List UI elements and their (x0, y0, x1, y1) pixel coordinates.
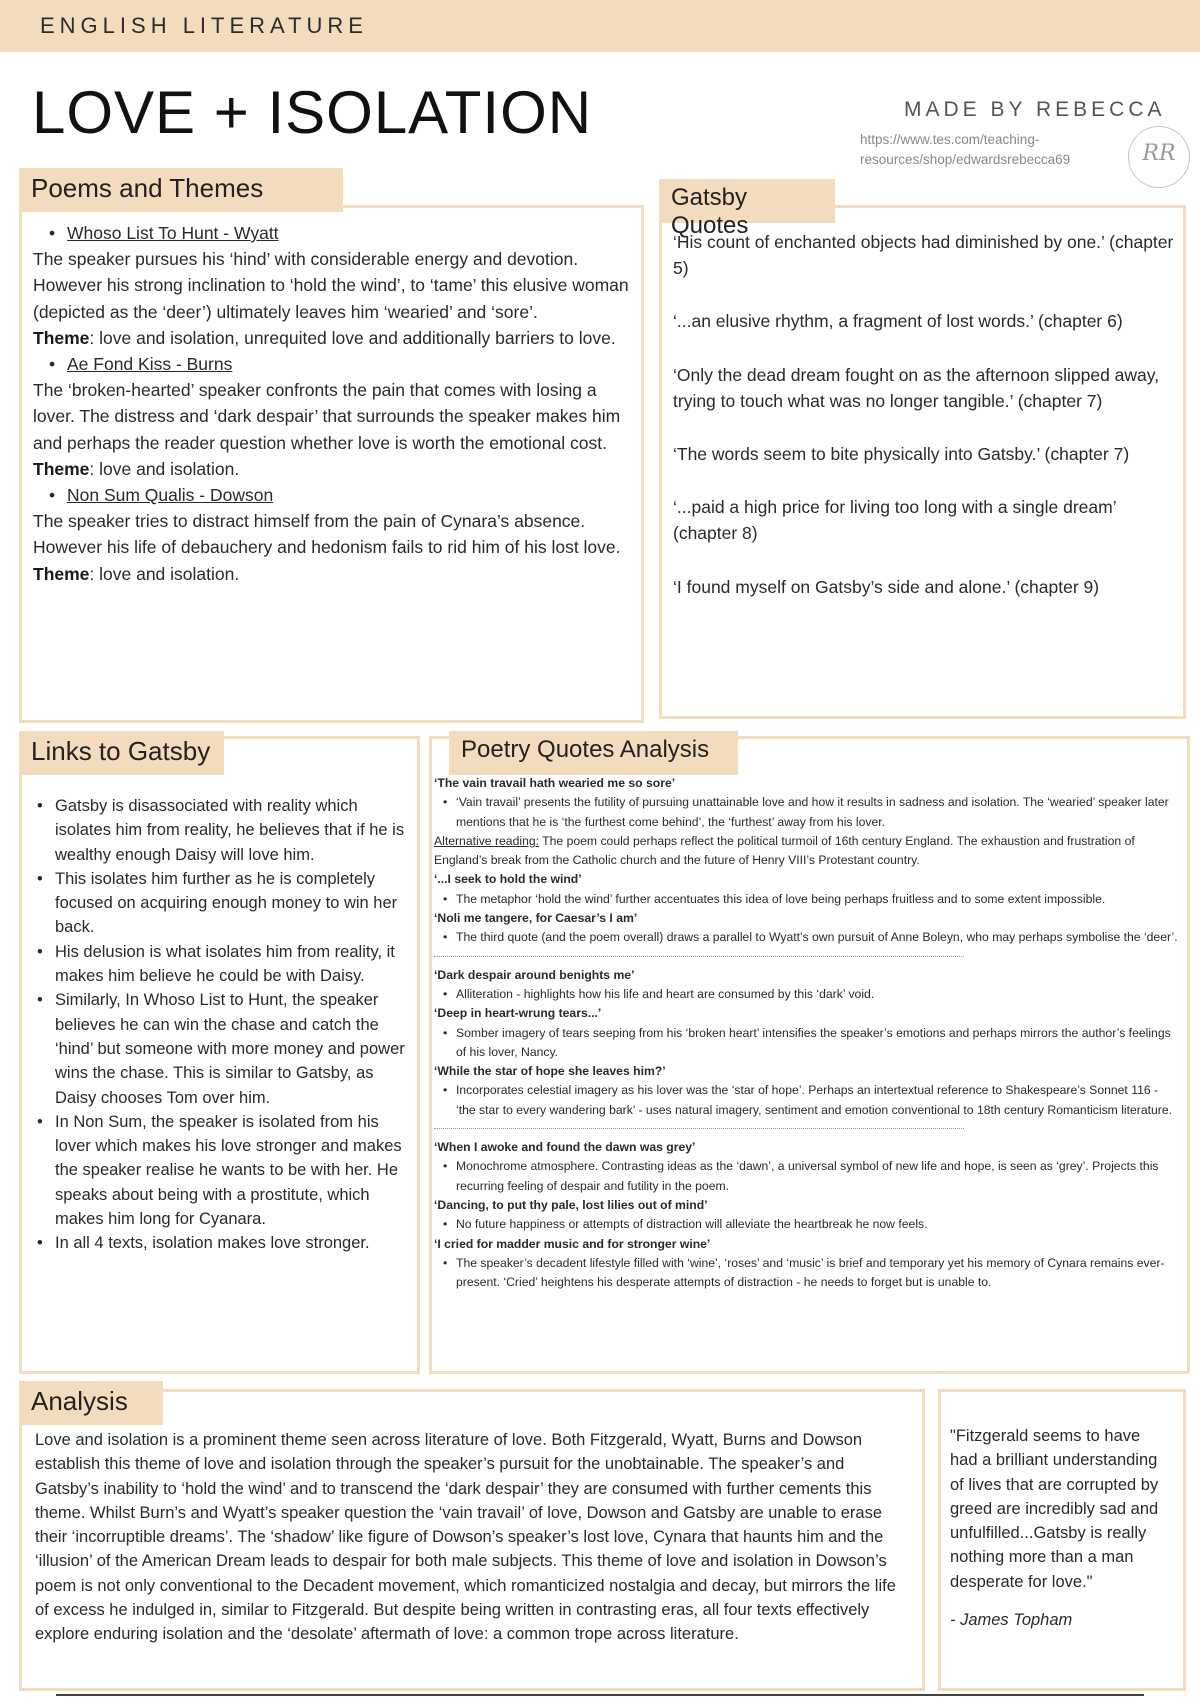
section-divider (434, 956, 964, 957)
wyatt-quote-1: ‘The vain travail hath wearied me so sore’ (434, 776, 676, 790)
poem-summary-burns: The ‘broken-hearted’ speaker confronts the pain that comes with losing a lover. The distress and ‘dark despair’ that surrounds the speaker makes him and perhaps the reader question whether love is worth the emotional cost. (33, 380, 621, 453)
gatsby-quote: ‘I found myself on Gatsby’s side and alone.’ (chapter 9) (673, 576, 1100, 597)
wyatt-quote-2: ‘...I seek to hold the wind’ (434, 872, 582, 887)
wyatt-point-1: • ‘Vain travail’ presents the futility of pursuing unattainable love and how it results in sadness and isolation. The ‘wearied’ speaker later mentions that he is ‘the furthest come behind’, the ‘furthest’ away from his lover. (434, 793, 1180, 832)
burns-quote-2: ‘Deep in heart-wrung tears...’ (434, 1006, 602, 1021)
author-credit: MADE BY REBECCA (904, 98, 1166, 121)
links-heading: Links to Gatsby (19, 731, 224, 775)
burns-point-2: • Somber imagery of tears seeping from his ‘broken heart’ intensifies the speaker’s emotions and perhaps mirrors the author’s feelings of his lover, Nancy. (434, 1024, 1180, 1063)
poem-theme-dowson: Theme: love and isolation. (33, 563, 240, 584)
list-item: • In Non Sum, the speaker is isolated from his lover which makes his love stronger and makes the speaker realise he wants to be with her. He speaks about being with a prostitute, which makes him long for Cyanara. (31, 1110, 411, 1231)
wyatt-alt-reading: Alternative reading: The poem could perhaps reflect the political turmoil of 16th century England. The exhaustion and frustration of England’s break from the Catholic church and the future of Henry VIII’s Protestant country. (434, 833, 1135, 868)
subject-banner (0, 0, 1200, 52)
analysis-text: Love and isolation is a prominent theme seen across literature of love. Both Fitzgerald, Wyatt, Burns and Dowson establish this theme of love and isolation through the speaker’s pursuit for the unobtainable. The speaker’s and Gatsby’s inability to ‘hold the wind’ and to transcend the ‘dark despair’ they are consumed with further cements this theme. Whilst Burn’s and Wyatt’s speaker question the ‘vain travail’ of love, Dowson and Gatsby are unable to erase their ‘incorruptible dreams’. The ‘shadow’ like figure of Dowson’s speaker’s lost love, Cynara that haunts him and the ‘illusion’ of the American Dream leads to despair for both male subjects. This theme of love and isolation in Dowson’s poem is not only conventional to the Decadent movement, which romanticized nostalgia and decay, but mirrors the life of excess he indulged in, similar to Fitzgerald. But despite being written in contrasting eras, all four texts effectively explore enduring isolation and the ‘desolate’ aftermath of love: a common trope across literature. (35, 1431, 896, 1644)
wyatt-point-2: • The metaphor ‘hold the wind’ further accentuates this idea of love being perhaps fruitless and to some extent impossible. (434, 890, 1180, 909)
gatsby-quote: ‘...paid a high price for living too long with a single dream’ (chapter 8) (673, 497, 1116, 544)
critic-quote (950, 1424, 1172, 1632)
burns-point-1: • Alliteration - highlights how his life and heart are consumed by this ‘dark’ void. (434, 985, 1180, 1004)
poem-summary-wyatt: The speaker pursues his ‘hind’ with considerable energy and devotion. However his strong inclination to ‘hold the wind’, to ‘tame’ this elusive woman (depicted as the ‘deer’) ultimately leaves him ‘wearied’ and ‘sore’. (33, 249, 629, 322)
list-item: • This isolates him further as he is completely focused on acquiring enough money to win her back. (31, 867, 411, 940)
dowson-quote-3: ‘I cried for madder music and for stronger wine’ (434, 1236, 711, 1251)
wyatt-point-3: • The third quote (and the poem overall) draws a parallel to Wyatt’s own pursuit of Anne Boleyn, who may perhaps symbolise the ‘deer’. (434, 928, 1180, 947)
page-title: LOVE + ISOLATION (32, 79, 593, 146)
poem-title-wyatt: • Whoso List To Hunt - Wyatt (33, 220, 638, 246)
poetry-analysis-heading: Poetry Quotes Analysis (449, 731, 738, 775)
list-item: • Similarly, In Whoso List to Hunt, the speaker believes he can win the chase and catch the ‘hind’ but someone with more money and power wins the chase. This is similar to Gatsby, as Daisy chooses Tom over him. (31, 988, 411, 1109)
author-url[interactable]: https://www.tes.com/teaching-resources/shop/edwardsrebecca69 (860, 132, 1071, 167)
poem-summary-dowson: The speaker tries to distract himself from the pain of Cynara’s absence. However his life of debauchery and hedonism fails to rid him of his lost love. (33, 511, 621, 558)
wyatt-quote-3: ‘Noli me tangere, for Caesar’s I am’ (434, 911, 638, 926)
dowson-quote-2: ‘Dancing, to put thy pale, lost lilies out of mind’ (434, 1197, 708, 1212)
section-divider (434, 1128, 964, 1129)
links-list (31, 794, 411, 1256)
critic-quote-text: "Fitzgerald seems to have had a brilliant understanding of lives that are corrupted by greed are incredibly sad and unfulfilled...Gatsby is really nothing more than a man desperate for love." (950, 1427, 1159, 1591)
dowson-point-1: • Monochrome atmosphere. Contrasting ideas as the ‘dawn’, a universal symbol of new life and hope, is seen as ‘grey’. Projects this recurring feeling of despair and futility in the poem. (434, 1157, 1180, 1196)
poetry-analysis-content (434, 774, 1180, 1370)
poem-theme-wyatt: Theme: love and isolation, unrequited love and additionally barriers to love. (33, 327, 616, 348)
burns-point-3: • Incorporates celestial imagery as his lover was the ‘star of hope’. Perhaps an intertextual reference to Shakespeare’s Sonnet 116 - ‘the star to every wandering bark’ - uses natural imagery, sentiment and emotion conventional to 18th century Romanticism literature. (434, 1081, 1180, 1120)
poem-title-burns: • Ae Fond Kiss - Burns (33, 351, 638, 377)
gatsby-quotes-list (673, 229, 1178, 627)
analysis-heading: Analysis (19, 1381, 163, 1425)
poems-themes-heading: Poems and Themes (19, 168, 343, 212)
burns-quote-1: ‘Dark despair around benights me’ (434, 967, 635, 982)
list-item: • Gatsby is disassociated with reality which isolates him from reality, he believes that if he is wealthy enough Daisy will love him. (31, 794, 411, 867)
critic-author: - James Topham (950, 1611, 1073, 1630)
author-logo (1128, 126, 1190, 188)
bottom-divider (56, 1694, 1144, 1696)
dowson-quote-1: ‘When I awoke and found the dawn was grey’ (434, 1140, 696, 1155)
burns-quote-3: ‘While the star of hope she leaves him?’ (434, 1064, 666, 1079)
list-item: • His delusion is what isolates him from reality, it makes him believe he could be with Daisy. (31, 940, 411, 989)
list-item: • In all 4 texts, isolation makes love stronger. (31, 1231, 411, 1255)
logo-text: RR (1142, 141, 1176, 166)
dowson-point-2: • No future happiness or attempts of distraction will alleviate the heartbreak he now feels. (434, 1215, 1180, 1234)
gatsby-quote: ‘The words seem to bite physically into Gatsby.’ (chapter 7) (673, 444, 1130, 465)
dowson-point-3: • The speaker’s decadent lifestyle filled with ‘wine’, ‘roses’ and ‘music’ is brief and temporary yet his memory of Cynara remains ever-present. ‘Cried’ heightens his desperate attempts of distraction - he needs to forget but is unable to. (434, 1254, 1180, 1293)
gatsby-quote: ‘...an elusive rhythm, a fragment of lost words.’ (chapter 6) (673, 311, 1123, 332)
gatsby-quote: ‘Only the dead dream fought on as the afternoon slipped away, trying to touch what was no longer tangible.’ (chapter 7) (673, 364, 1160, 411)
subject-label: ENGLISH LITERATURE (40, 13, 368, 38)
gatsby-quotes-heading: Gatsby Quotes (659, 179, 835, 223)
gatsby-quote: ‘His count of enchanted objects had diminished by one.’ (chapter 5) (673, 232, 1174, 279)
poems-themes-content (33, 220, 638, 587)
poem-theme-burns: Theme: love and isolation. (33, 458, 240, 479)
poem-title-dowson: • Non Sum Qualis - Dowson (33, 482, 638, 508)
